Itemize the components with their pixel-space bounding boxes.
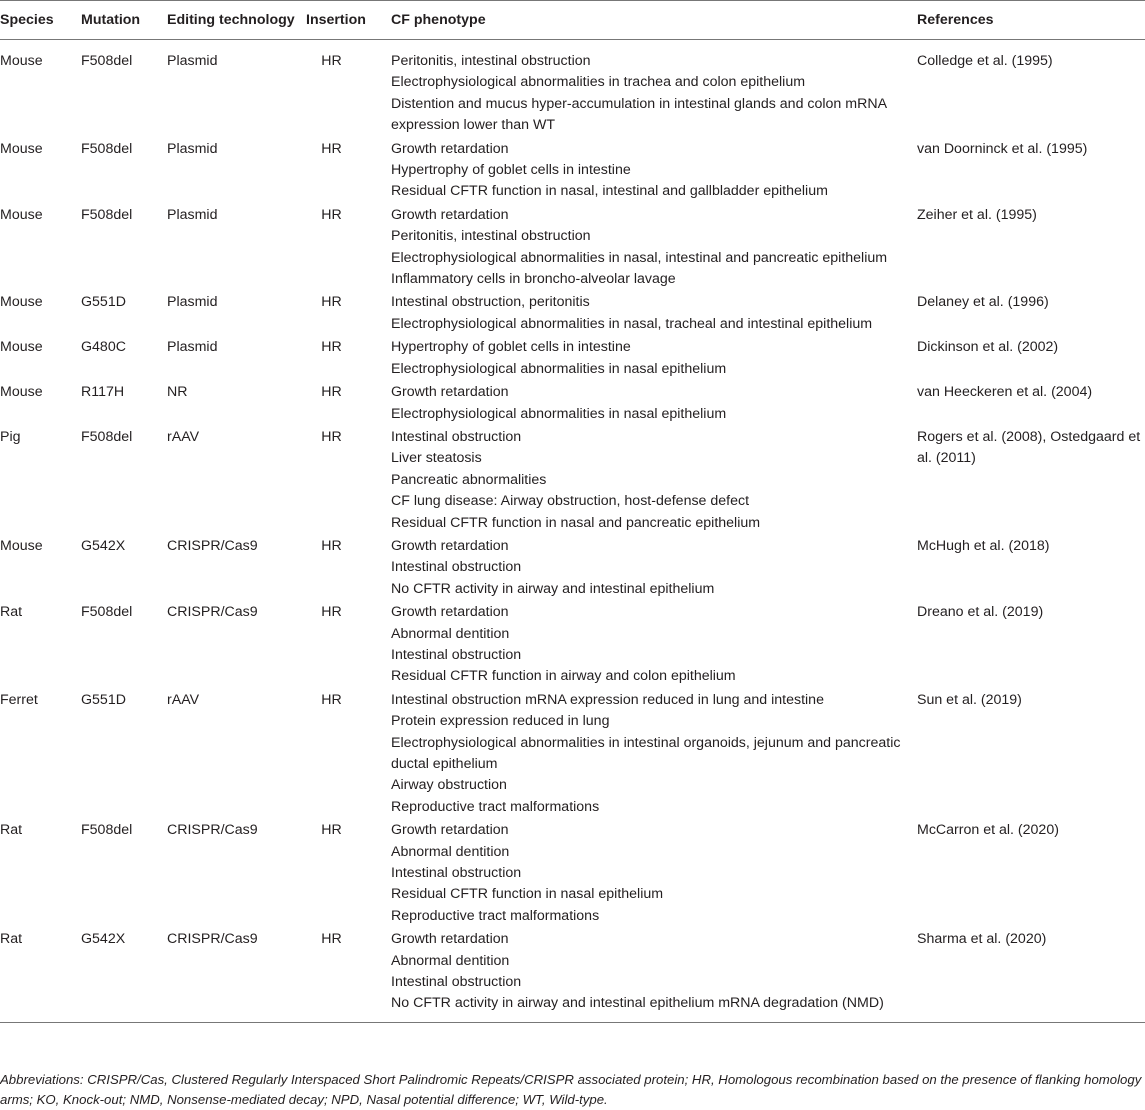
table-row xyxy=(0,380,1145,425)
cell-species: Mouse xyxy=(0,140,43,157)
phenotype-line: Inflammatory cells in broncho-alveolar lavage xyxy=(391,271,676,288)
phenotype-line: Electrophysiological abnormalities in nasal, tracheal and intestinal epithelium xyxy=(391,315,873,332)
cell-references: Colledge et al. (1995) xyxy=(917,53,1053,69)
cell-editing-technology: rAAV xyxy=(167,691,200,708)
cell-references: van Doorninck et al. (1995) xyxy=(917,140,1088,157)
cell-editing-technology: Plasmid xyxy=(167,294,218,311)
cell-editing-technology: CRISPR/Cas9 xyxy=(167,604,258,621)
cell-editing-technology: CRISPR/Cas9 xyxy=(167,927,306,1022)
phenotype-line: Hypertrophy of goblet cells in intestine xyxy=(391,162,631,179)
phenotype-line: Abnormal dentition xyxy=(391,843,510,860)
cell-insertion: HR xyxy=(321,53,342,69)
phenotype-line: Hypertrophy of goblet cells in intestine xyxy=(391,339,631,356)
cell-insertion: HR xyxy=(321,384,342,401)
cell-insertion: HR xyxy=(321,294,342,311)
phenotype-line: Residual CFTR function in nasal, intestinal and gallbladder epithelium xyxy=(391,183,828,200)
cell-insertion: HR xyxy=(321,206,342,223)
cell-species: Mouse xyxy=(0,294,43,311)
cell-cf-phenotype xyxy=(391,927,917,1022)
cell-insertion: HR xyxy=(321,822,342,839)
cell-cf-phenotype xyxy=(391,290,917,335)
cell-cf-phenotype xyxy=(391,688,917,818)
phenotype-line: Growth retardation xyxy=(391,604,509,621)
phenotype-line: Electrophysiological abnormalities in nasal epithelium xyxy=(391,405,727,422)
cell-mutation: F508del xyxy=(81,206,133,223)
cell-insertion: HR xyxy=(321,691,342,708)
phenotype-line: Residual CFTR function in nasal epithelium xyxy=(391,886,664,903)
table-row xyxy=(0,534,1145,600)
cell-insertion: HR xyxy=(321,428,342,445)
phenotype-line: Growth retardation xyxy=(391,931,509,948)
table-footnote: Abbreviations: CRISPR/Cas, Clustered Regularly Interspaced Short Palindromic Repeats/CRISPR associated protein; HR, Homologous recombination based on the presence of flanking homology arms; KO, Knock-out; NMD, Nonsense-mediated decay; NPD, Nasal potential difference; WT, Wild-type. xyxy=(0,1072,1142,1107)
cell-mutation: F508del xyxy=(81,140,133,157)
phenotype-line: No CFTR activity in airway and intestinal epithelium xyxy=(391,580,715,597)
cell-species: Mouse xyxy=(0,339,43,356)
cell-editing-technology: NR xyxy=(167,384,188,401)
cell-cf-phenotype xyxy=(391,425,917,534)
phenotype-line: Intestinal obstruction xyxy=(391,646,522,663)
table-row xyxy=(0,927,1145,1022)
phenotype-line: Growth retardation xyxy=(391,537,509,554)
header-mutation: Mutation xyxy=(81,1,167,40)
cell-references: Dickinson et al. (2002) xyxy=(917,339,1059,356)
cell-cf-phenotype xyxy=(391,600,917,688)
table-header xyxy=(0,1,1145,40)
cell-mutation: G542X xyxy=(81,927,167,1022)
cell-editing-technology: CRISPR/Cas9 xyxy=(167,537,258,554)
cell-species: Rat xyxy=(0,604,23,621)
phenotype-line: Liver steatosis xyxy=(391,450,482,467)
header-row xyxy=(0,1,1145,40)
cell-editing-technology: Plasmid xyxy=(167,339,218,356)
phenotype-line: Electrophysiological abnormalities in intestinal organoids, jejunum and pancreatic ductal epithelium xyxy=(391,734,901,772)
phenotype-line: Electrophysiological abnormalities in trachea and colon epithelium xyxy=(391,74,806,91)
table-row xyxy=(0,600,1145,688)
cell-references: McHugh et al. (2018) xyxy=(917,537,1050,554)
table-row xyxy=(0,137,1145,203)
cell-cf-phenotype xyxy=(391,818,917,927)
cell-editing-technology: Plasmid xyxy=(167,53,218,69)
table-row xyxy=(0,818,1145,927)
cell-species: Mouse xyxy=(0,384,43,401)
phenotype-line: Residual CFTR function in nasal and pancreatic epithelium xyxy=(391,514,761,531)
cell-mutation: G551D xyxy=(81,691,126,708)
phenotype-line: Reproductive tract malformations xyxy=(391,798,600,815)
phenotype-line: Residual CFTR function in airway and colon epithelium xyxy=(391,668,736,685)
cell-references: Sun et al. (2019) xyxy=(917,691,1022,708)
cell-cf-phenotype xyxy=(391,137,917,203)
phenotype-line: Intestinal obstruction xyxy=(391,865,522,882)
cell-species: Mouse xyxy=(0,206,43,223)
cell-editing-technology: Plasmid xyxy=(167,206,218,223)
cell-species: Ferret xyxy=(0,691,38,708)
phenotype-line: Abnormal dentition xyxy=(391,952,510,969)
phenotype-line: Growth retardation xyxy=(391,384,509,401)
header-insertion: Insertion xyxy=(306,1,391,40)
phenotype-line: Peritonitis, intestinal obstruction xyxy=(391,53,591,69)
phenotype-line: CF lung disease: Airway obstruction, host-defense defect xyxy=(391,493,750,510)
cell-references: Rogers et al. (2008), Ostedgaard et al. (2011) xyxy=(917,428,1141,467)
phenotype-line: Intestinal obstruction xyxy=(391,974,522,991)
phenotype-line: Growth retardation xyxy=(391,140,509,157)
cell-insertion: HR xyxy=(321,140,342,157)
cell-references: van Heeckeren et al. (2004) xyxy=(917,384,1093,401)
cell-editing-technology: rAAV xyxy=(167,428,200,445)
phenotype-line: Protein expression reduced in lung xyxy=(391,713,610,730)
cell-mutation: F508del xyxy=(81,604,133,621)
table-row xyxy=(0,425,1145,534)
phenotype-line: Distention and mucus hyper-accumulation in intestinal glands and colon mRNA expression lower than WT xyxy=(391,95,887,134)
cell-insertion: HR xyxy=(321,339,342,356)
header-cf-phenotype: CF phenotype xyxy=(391,1,917,40)
phenotype-line: No CFTR activity in airway and intestinal epithelium mRNA degradation (NMD) xyxy=(391,995,884,1012)
phenotype-line: Intestinal obstruction xyxy=(391,428,522,445)
table-body xyxy=(0,40,1145,1023)
cell-mutation: G551D xyxy=(81,294,126,311)
cell-mutation: G480C xyxy=(81,339,126,356)
phenotype-line: Abnormal dentition xyxy=(391,625,510,642)
cell-insertion: HR xyxy=(321,537,342,554)
table-row xyxy=(0,40,1145,137)
cell-cf-phenotype xyxy=(391,380,917,425)
cell-references: Sharma et al. (2020) xyxy=(917,927,1145,1022)
header-species: Species xyxy=(0,1,81,40)
table-row xyxy=(0,290,1145,335)
cell-species: Rat xyxy=(0,822,23,839)
cell-references: Zeiher et al. (1995) xyxy=(917,206,1037,223)
cell-species: Rat xyxy=(0,927,81,1022)
header-references: References xyxy=(917,1,1145,40)
cell-mutation: R117H xyxy=(81,384,125,401)
phenotype-line: Growth retardation xyxy=(391,206,509,223)
cell-cf-phenotype xyxy=(391,534,917,600)
phenotype-line: Electrophysiological abnormalities in nasal, intestinal and pancreatic epithelium xyxy=(391,249,888,266)
phenotype-line: Intestinal obstruction, peritonitis xyxy=(391,294,590,311)
phenotype-line: Electrophysiological abnormalities in nasal epithelium xyxy=(391,360,727,377)
table-row xyxy=(0,688,1145,818)
cell-cf-phenotype xyxy=(391,335,917,380)
cell-mutation: G542X xyxy=(81,537,126,554)
cell-mutation: F508del xyxy=(81,53,133,69)
cell-insertion: HR xyxy=(321,604,342,621)
header-editing-technology: Editing technology xyxy=(167,1,306,40)
cell-species: Pig xyxy=(0,428,21,445)
cell-mutation: F508del xyxy=(81,822,133,839)
phenotype-line: Intestinal obstruction xyxy=(391,559,522,576)
cell-cf-phenotype xyxy=(391,203,917,291)
phenotype-line: Intestinal obstruction mRNA expression reduced in lung and intestine xyxy=(391,691,824,708)
cell-species: Mouse xyxy=(0,537,43,554)
cell-mutation: F508del xyxy=(81,428,133,445)
cell-editing-technology: Plasmid xyxy=(167,140,218,157)
phenotype-line: Pancreatic abnormalities xyxy=(391,471,547,488)
table-row xyxy=(0,335,1145,380)
cell-references: Delaney et al. (1996) xyxy=(917,294,1049,311)
phenotype-line: Reproductive tract malformations xyxy=(391,907,600,924)
cell-references: McCarron et al. (2020) xyxy=(917,822,1059,839)
phenotype-line: Airway obstruction xyxy=(391,777,507,794)
cell-insertion: HR xyxy=(306,927,391,1022)
phenotype-line: Peritonitis, intestinal obstruction xyxy=(391,228,591,245)
cell-species: Mouse xyxy=(0,53,43,69)
cell-cf-phenotype xyxy=(391,40,917,137)
cell-references: Dreano et al. (2019) xyxy=(917,604,1044,621)
phenotype-line: Growth retardation xyxy=(391,822,509,839)
table-row xyxy=(0,203,1145,291)
cell-editing-technology: CRISPR/Cas9 xyxy=(167,822,258,839)
